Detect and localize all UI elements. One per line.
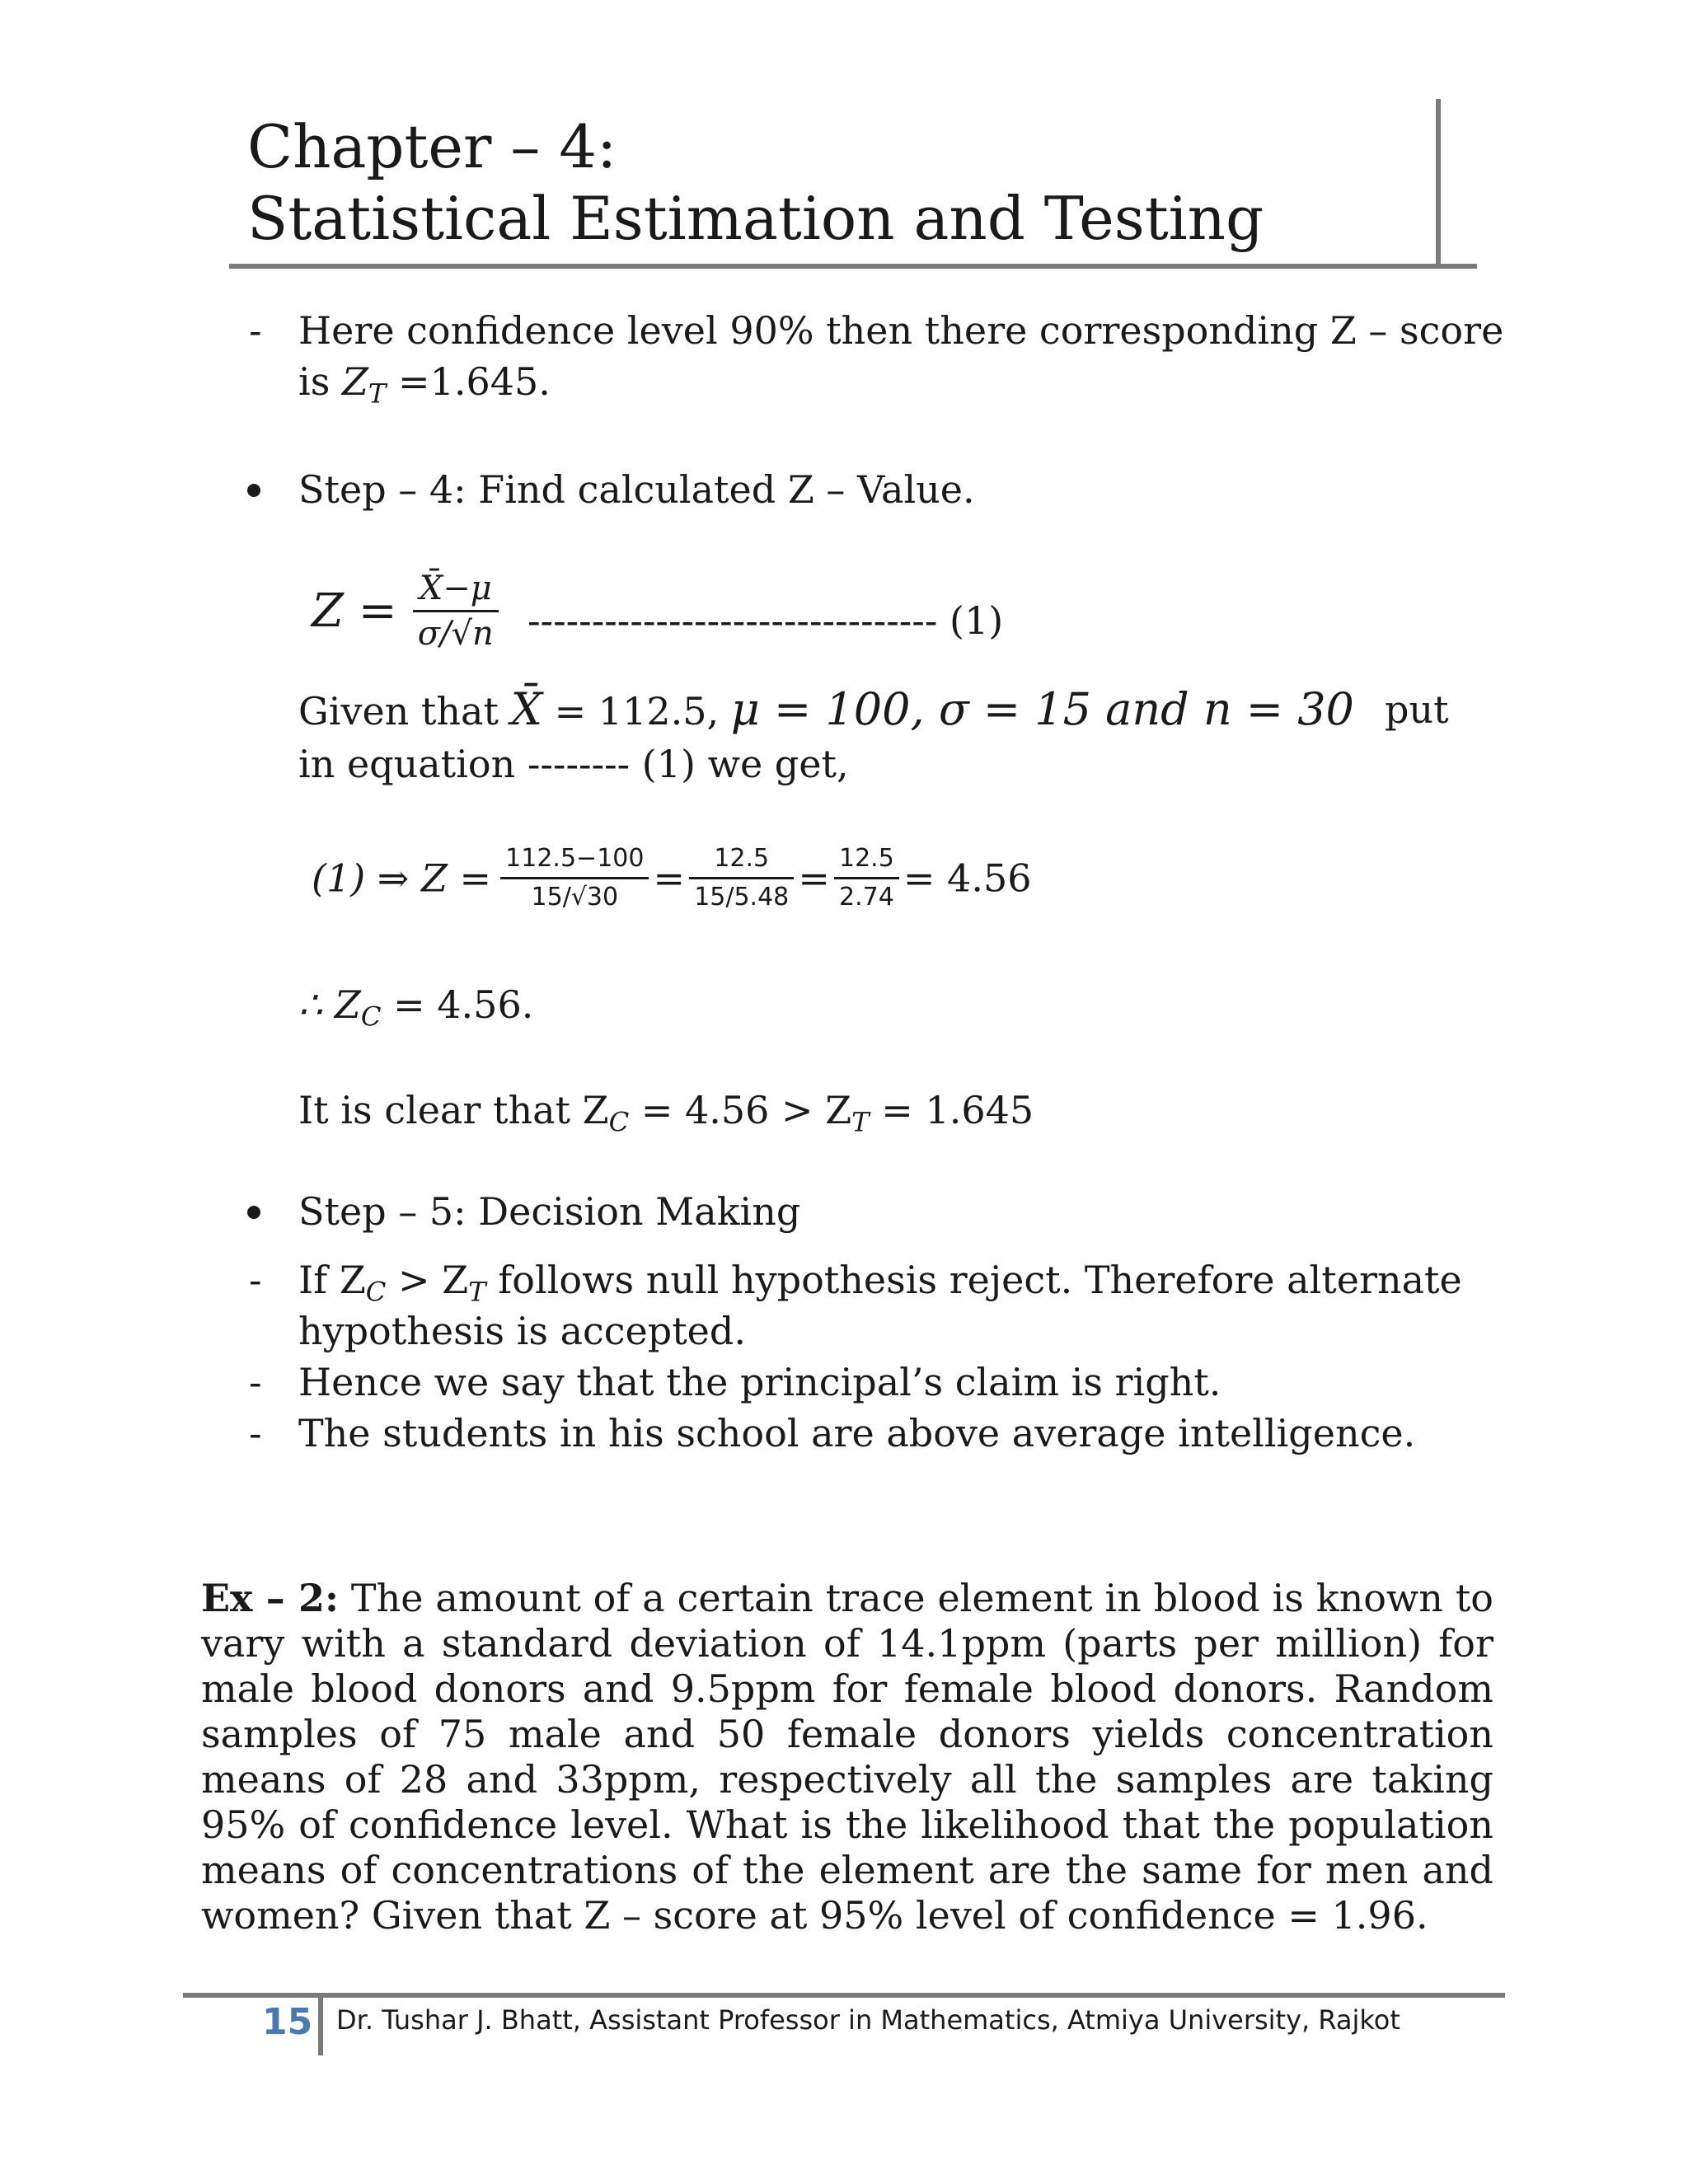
header-vertical-divider — [1436, 99, 1441, 269]
chapter-title: Statistical Estimation and Testing — [247, 184, 1264, 253]
example-label: Ex – 2: — [201, 1576, 340, 1620]
equation-reference-1: -------------------------------- (1) — [528, 598, 1004, 643]
step-4-heading: Step – 4: Find calculated Z – Value. — [298, 467, 975, 512]
example-2-paragraph — [201, 1576, 1493, 1938]
zc-result: ∴ $Z_C = 4.56$. — [298, 982, 534, 1033]
comparison-line: It is clear that $Z_C = 4.56 > Z_T = 1.645$ — [298, 1088, 1034, 1138]
conclusion-line: The students in his school are above average intelligence. — [298, 1411, 1416, 1455]
confidence-line-2: is $Z_T =1.645$. — [298, 359, 551, 410]
chapter-number: Chapter – 4: — [247, 112, 617, 181]
bullet-icon — [247, 484, 260, 497]
list-dash: - — [249, 1360, 262, 1404]
equation-instruction-line: in equation -------- (1) we get, — [298, 742, 849, 786]
confidence-line-1: Here confidence level 90% then there corresponding Z – score — [298, 308, 1504, 353]
list-dash: - — [249, 1411, 262, 1455]
z-calculation: (1) ⇒ Z = $\frac{112.5-100}{15/√30}$ = $\frac{12.5}{15/5.48}$ = $\frac{12.5}{2.74}$ = 4.56 — [312, 841, 1031, 916]
decision-line-1: If $Z_C > Z_T$ follows null hypothesis reject. Therefore alternate — [298, 1258, 1462, 1308]
given-values-line: Given that X̄ = 112.5, μ = 100, σ = 15 and n = 30 — [298, 683, 1354, 735]
z-formula: Z = $\frac{X̄-\mu}{\sigma/√n}$ — [312, 567, 499, 655]
header-divider — [229, 264, 1477, 269]
footer-divider — [183, 1993, 1505, 1998]
list-dash: - — [249, 308, 262, 353]
footer-vertical-divider — [318, 1993, 323, 2055]
page-number: 15 — [262, 2001, 313, 2043]
decision-line-2: hypothesis is accepted. — [298, 1309, 746, 1353]
claim-line: Hence we say that the principal’s claim is right. — [298, 1360, 1221, 1404]
list-dash: - — [249, 1258, 262, 1302]
given-put-word: put — [1385, 687, 1449, 732]
footer-author: Dr. Tushar J. Bhatt, Assistant Professor in Mathematics, Atmiya University, Rajkot — [336, 2004, 1400, 2036]
step-5-heading: Step – 5: Decision Making — [298, 1189, 801, 1234]
example-text: The amount of a certain trace element in blood is known to vary with a standard deviation of 14.1ppm (parts per million) for male blood donors and 9.5ppm for female blood donors. Random samples of 75 male and 50 female donors yields concentration means of 28 and 33ppm, respectively all the samples are taking 95% of confidence level. What is the likelihood that the population means of concentrations of the element are the same for men and women? Given that Z – score at 95% level of confidence = 1.96. — [201, 1576, 1493, 1938]
bullet-icon — [247, 1206, 260, 1219]
